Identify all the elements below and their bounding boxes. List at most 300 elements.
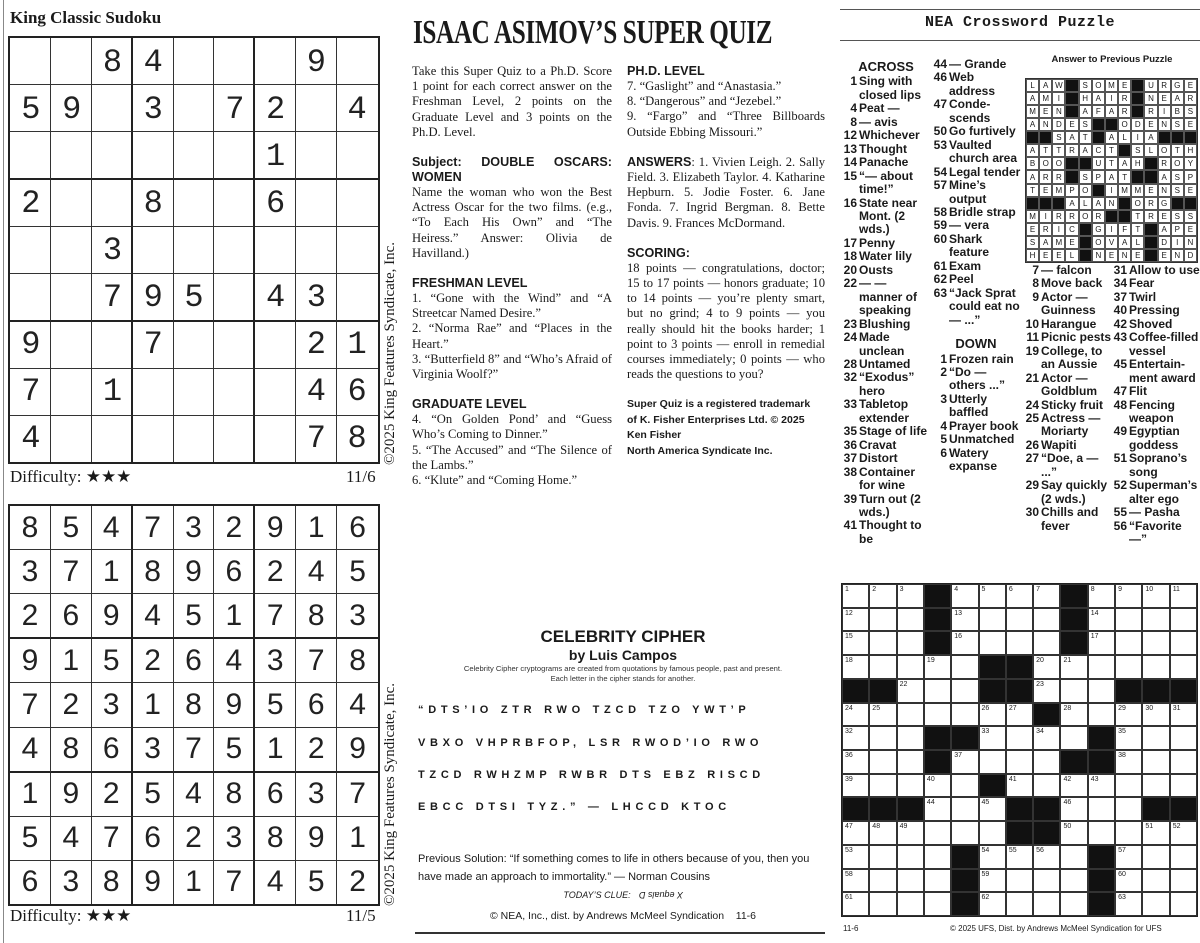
answer-cell: V (1105, 236, 1118, 249)
crossword-cell[interactable] (1142, 726, 1169, 750)
sudoku-cell: 7 (337, 773, 378, 817)
sudoku-cell: 5 (174, 594, 215, 639)
crossword-cell[interactable] (924, 892, 951, 916)
crossword-cell[interactable] (1033, 726, 1060, 750)
black-square (1118, 210, 1131, 223)
crossword-cell[interactable] (924, 774, 951, 798)
crossword-cell[interactable] (1115, 655, 1142, 679)
clue-item (930, 273, 1022, 286)
crossword-cell[interactable] (1060, 797, 1087, 821)
crossword-cell[interactable] (1088, 821, 1115, 845)
crossword-cell[interactable] (1006, 869, 1033, 893)
sudoku-cell: 2 (51, 683, 92, 727)
crossword-cell[interactable] (1115, 750, 1142, 774)
answer-cell: S (1171, 118, 1184, 131)
crossword-cell[interactable] (1170, 750, 1197, 774)
black-square (924, 631, 951, 655)
clue-column (1022, 264, 1112, 533)
crossword-cell[interactable] (1006, 608, 1033, 632)
clue-text: — avis (859, 114, 898, 129)
crossword-cell[interactable] (1170, 869, 1197, 893)
crossword-cell[interactable] (1088, 774, 1115, 798)
crossword-cell[interactable] (1060, 655, 1087, 679)
answer-cell: L (1131, 236, 1144, 249)
crossword-cell[interactable] (951, 631, 978, 655)
sudoku-cell: 8 (92, 861, 133, 904)
clue-text: — falcon (1041, 263, 1092, 277)
cell-number: 34 (1036, 728, 1044, 736)
answer-cell: R (1118, 105, 1131, 118)
answer-cell: A (1092, 92, 1105, 105)
crossword-cell[interactable] (951, 797, 978, 821)
crossword-cell[interactable] (1115, 797, 1142, 821)
crossword-cell[interactable] (1142, 774, 1169, 798)
clue-item (840, 116, 932, 129)
clue-item (930, 433, 1022, 446)
crossword-cell[interactable] (842, 726, 869, 750)
crossword-cell[interactable] (897, 631, 924, 655)
crossword-cell[interactable] (869, 821, 896, 845)
cipher-note-line: Each letter in the cipher stands for another. (550, 674, 696, 683)
sudoku-cell: 2 (133, 639, 174, 683)
crossword-cell[interactable] (1142, 892, 1169, 916)
clue-number: 30 (1025, 505, 1039, 520)
cell-number: 52 (1172, 823, 1181, 831)
black-square (1144, 157, 1157, 170)
answer-cell: N (1118, 249, 1131, 262)
crossword-cell[interactable] (869, 869, 896, 893)
crossword-cell[interactable] (924, 821, 951, 845)
crossword-cell[interactable] (924, 869, 951, 893)
crossword-cell[interactable] (1060, 774, 1087, 798)
crossword-cell[interactable] (1060, 892, 1087, 916)
crossword-cell[interactable] (1115, 845, 1142, 869)
answer-cell: O (1052, 157, 1065, 170)
crossword-cell[interactable] (897, 726, 924, 750)
scoring-heading: SCORING: (627, 245, 690, 260)
crossword-copyright: © 2025 UFS, Dist. by Andrews McMeel Syndication for UFS (950, 924, 1162, 933)
crossword-cell[interactable] (1060, 679, 1087, 703)
black-square (1144, 170, 1157, 183)
crossword-cell[interactable] (1006, 726, 1033, 750)
sudoku-cell: 3 (214, 817, 255, 861)
clue-text: Utterly baffled (949, 391, 989, 420)
crossword-cell[interactable] (1033, 655, 1060, 679)
crossword-cell[interactable] (1142, 869, 1169, 893)
clue-text: Pressing (1129, 303, 1180, 318)
crossword-cell[interactable] (1142, 703, 1169, 727)
clue-text: Shoved (1129, 316, 1173, 331)
clue-item (840, 102, 932, 115)
black-square (1105, 118, 1118, 131)
crossword-cell[interactable] (1060, 703, 1087, 727)
crossword-cell[interactable] (979, 608, 1006, 632)
cell-number: 2 (872, 586, 877, 593)
clue-item (840, 452, 932, 465)
cell-number: 20 (1036, 657, 1044, 665)
cipher-line: EBCC DTSI TYZ.” — LHCCD KTOC (418, 801, 731, 813)
cell-number: 55 (1008, 846, 1017, 854)
crossword-cell[interactable] (897, 584, 924, 608)
answer-cell: M (1118, 184, 1131, 197)
answer-cell: D (1131, 118, 1144, 131)
crossword-cell[interactable] (979, 869, 1006, 893)
black-square (1033, 821, 1060, 845)
crossword-cell[interactable] (979, 821, 1006, 845)
crossword-cell[interactable] (842, 631, 869, 655)
crossword-cell[interactable] (1170, 655, 1197, 679)
crossword-cell[interactable] (1033, 892, 1060, 916)
crossword-cell[interactable] (1142, 845, 1169, 869)
crossword-cell[interactable] (1115, 608, 1142, 632)
crossword-cell[interactable] (869, 631, 896, 655)
clue-text: — Grande (949, 57, 1007, 71)
crossword-cell[interactable] (869, 584, 896, 608)
crossword-cell[interactable] (979, 703, 1006, 727)
sudoku-cell: 8 (10, 506, 51, 550)
crossword-cell[interactable] (1115, 869, 1142, 893)
crossword-cell[interactable] (897, 774, 924, 798)
sudoku-row: 4 78 (21, 419, 389, 457)
cell-number: 30 (1145, 704, 1154, 712)
crossword-cell[interactable] (842, 655, 869, 679)
crossword-cell[interactable] (1006, 584, 1033, 608)
crossword-cell[interactable] (1170, 845, 1197, 869)
crossword-cell[interactable] (1033, 584, 1060, 608)
crossword-cell[interactable] (1033, 750, 1060, 774)
black-square (1079, 157, 1092, 170)
crossword-cell[interactable] (1170, 892, 1197, 916)
sudoku-cell: 8 (51, 728, 92, 773)
crossword-cell[interactable] (1088, 797, 1115, 821)
crossword-cell[interactable] (924, 655, 951, 679)
black-square (842, 679, 869, 703)
answer-cell: B (1026, 157, 1039, 170)
sudoku-cell: 1 (337, 817, 378, 861)
answer-cell: I (1052, 92, 1065, 105)
crossword-cell[interactable] (979, 584, 1006, 608)
cipher-byline: by Luis Campos (568, 647, 678, 663)
crossword-cell[interactable] (951, 679, 978, 703)
crossword-cell[interactable] (869, 845, 896, 869)
crossword-cell[interactable] (1088, 703, 1115, 727)
crossword-cell[interactable] (842, 750, 869, 774)
trademark-line: North America Syndicate Inc. (627, 444, 773, 457)
crossword-cell[interactable] (1142, 608, 1169, 632)
black-square (1039, 131, 1052, 144)
sudoku-cell: 2 (174, 817, 215, 861)
crossword-cell[interactable] (869, 892, 896, 916)
sudoku-cell: 2 (255, 550, 296, 594)
crossword-cell[interactable] (1006, 631, 1033, 655)
sudoku-cell: 7 (255, 594, 296, 639)
crossword-cell[interactable] (1006, 845, 1033, 869)
answer-cell: I (1171, 236, 1184, 249)
crossword-cell[interactable] (842, 703, 869, 727)
crossword-cell[interactable] (897, 869, 924, 893)
crossword-cell[interactable] (1060, 821, 1087, 845)
sudoku-cell: 1 (133, 683, 174, 727)
answer-cell: M (1131, 184, 1144, 197)
clue-item (930, 125, 1022, 138)
answer-cell: H (1079, 92, 1092, 105)
crossword-cell[interactable] (842, 774, 869, 798)
crossword-cell[interactable] (1142, 821, 1169, 845)
clue-number: 7 (1032, 263, 1039, 277)
answer-cell: C (1092, 144, 1105, 157)
crossword-cell[interactable] (1142, 655, 1169, 679)
clue-item (1110, 452, 1200, 479)
crossword-cell[interactable] (1142, 584, 1169, 608)
crossword-cell[interactable] (924, 797, 951, 821)
black-square (979, 679, 1006, 703)
cipher-copyright: © NEA, Inc., dist. by Andrews McMeel Syndication 11-6 (489, 910, 757, 922)
crossword-cell[interactable] (1006, 750, 1033, 774)
crossword-cell[interactable] (951, 655, 978, 679)
answer-cell: E (1131, 249, 1144, 262)
clue-number: 51 (1113, 451, 1127, 466)
crossword-cell[interactable] (897, 892, 924, 916)
black-square (869, 679, 896, 703)
crossword-cell[interactable] (1115, 774, 1142, 798)
clue-text: Cravat (859, 437, 897, 452)
clue-text: Flit (1129, 384, 1147, 399)
crossword-cell[interactable] (897, 750, 924, 774)
cell-number: 10 (1145, 586, 1154, 593)
crossword-cell[interactable] (1006, 774, 1033, 798)
previous-solution: Previous Solution: “If something comes to life in others because of you, then you have made an approach to immortality.” — Norman Cousins (418, 853, 810, 883)
black-square (1092, 131, 1105, 144)
black-square (924, 608, 951, 632)
crossword-cell[interactable] (842, 821, 869, 845)
crossword-cell[interactable] (979, 631, 1006, 655)
crossword-cell[interactable] (1115, 726, 1142, 750)
crossword-cell[interactable] (1006, 892, 1033, 916)
clue-number: 22 (843, 276, 857, 291)
black-square (1065, 157, 1078, 170)
crossword-cell[interactable] (869, 750, 896, 774)
crossword-cell[interactable] (1006, 703, 1033, 727)
crossword-cell[interactable] (1115, 821, 1142, 845)
crossword-cell[interactable] (979, 750, 1006, 774)
black-square (1065, 79, 1078, 92)
crossword-cell[interactable] (1170, 774, 1197, 798)
crossword-cell[interactable] (1033, 774, 1060, 798)
sudoku-row: 1 (21, 137, 389, 175)
sudoku-cell: 1 (255, 728, 296, 773)
crossword-cell[interactable] (951, 584, 978, 608)
crossword-cell[interactable] (1060, 726, 1087, 750)
crossword-cell[interactable] (869, 703, 896, 727)
crossword-cell[interactable] (951, 703, 978, 727)
crossword-cell[interactable] (869, 774, 896, 798)
crossword-cell[interactable] (842, 584, 869, 608)
crossword-cell[interactable] (869, 726, 896, 750)
crossword-cell[interactable] (869, 655, 896, 679)
clue-number: 49 (1113, 424, 1127, 439)
clue-text: — — manner of speaking (859, 276, 918, 318)
cell-number: 6 (1008, 586, 1013, 593)
crossword-cell[interactable] (897, 655, 924, 679)
cell-number: 3 (899, 586, 904, 593)
crossword-cell[interactable] (924, 703, 951, 727)
crossword-cell[interactable] (897, 703, 924, 727)
crossword-cell[interactable] (1170, 821, 1197, 845)
sudoku-cell: 9 (174, 550, 215, 594)
clue-number: 61 (933, 258, 947, 273)
sudoku-cell: 8 (174, 683, 215, 727)
clue-text: Egyptian goddess (1129, 424, 1180, 452)
crossword-cell[interactable] (897, 845, 924, 869)
crossword-cell[interactable] (1088, 631, 1115, 655)
answer-cell: S (1079, 118, 1092, 131)
sudoku-cell: 5 (296, 861, 337, 904)
clue-number: 46 (933, 70, 947, 85)
cell-number: 47 (845, 823, 853, 831)
crossword-cell[interactable] (1115, 703, 1142, 727)
answer-cell: L (1118, 131, 1131, 144)
clue-text: Stage of life (859, 424, 928, 439)
clue-number: 58 (933, 204, 947, 219)
divider (840, 9, 1200, 10)
crossword-cell[interactable] (842, 869, 869, 893)
crossword-cell[interactable] (951, 750, 978, 774)
crossword-cell[interactable] (1142, 750, 1169, 774)
clue-text: Sing with closed lips (859, 74, 922, 102)
clue-number: 47 (1113, 384, 1127, 399)
crossword-cell[interactable] (1088, 655, 1115, 679)
sudoku-copyright: ©2025 King Features Syndicate, Inc. (382, 682, 398, 906)
crossword-cell[interactable] (897, 821, 924, 845)
crossword-cell[interactable] (1115, 631, 1142, 655)
clue-item (1110, 425, 1200, 452)
clue-text: Exam (949, 258, 982, 273)
sudoku-cell: 8 (255, 817, 296, 861)
clue-column (1110, 264, 1200, 547)
clue-item (1110, 520, 1200, 547)
crossword-cell[interactable] (979, 845, 1006, 869)
crossword-cell[interactable] (1033, 679, 1060, 703)
crossword-cell[interactable] (1060, 869, 1087, 893)
crossword-cell[interactable] (979, 797, 1006, 821)
crossword-cell[interactable] (1088, 608, 1115, 632)
crossword-cell[interactable] (842, 892, 869, 916)
crossword-cell[interactable] (897, 608, 924, 632)
answer-cell: R (1158, 79, 1171, 92)
clue-text: State near Mont. (2 wds.) (859, 195, 918, 237)
black-square (1088, 845, 1115, 869)
crossword-cell[interactable] (924, 679, 951, 703)
black-square (1088, 750, 1115, 774)
clue-text: Blushing (859, 316, 911, 331)
sudoku-cell: 6 (10, 861, 51, 904)
clue-text: Panache (859, 155, 909, 170)
crossword-grid[interactable] (841, 583, 1198, 917)
clue-text: Legal tender (949, 164, 1021, 179)
crossword-cell[interactable] (1060, 845, 1087, 869)
cell-number: 60 (1118, 870, 1126, 878)
cell-number: 48 (872, 823, 881, 831)
clue-item (840, 129, 932, 142)
answer-cell: O (1171, 157, 1184, 170)
crossword-cell[interactable] (1088, 679, 1115, 703)
cell-number: 13 (954, 609, 963, 617)
sudoku-cell: 3 (133, 728, 174, 773)
crossword-cell[interactable] (924, 845, 951, 869)
clue-number: 36 (843, 437, 857, 452)
crossword-cell[interactable] (1115, 584, 1142, 608)
crossword-cell[interactable] (842, 845, 869, 869)
cell-number: 7 (1036, 586, 1041, 593)
clue-number: 19 (1025, 343, 1039, 358)
crossword-cell[interactable] (1033, 869, 1060, 893)
crossword-cell[interactable] (951, 774, 978, 798)
across-heading: ACROSS (858, 59, 914, 74)
answer-cell: A (1039, 79, 1052, 92)
crossword-cell[interactable] (897, 679, 924, 703)
trademark-line: Super Quiz is a registered trademark (627, 398, 811, 411)
crossword-cell[interactable] (1170, 631, 1197, 655)
black-square (1131, 170, 1144, 183)
clue-number: 11 (1026, 330, 1039, 345)
clue-number: 4 (850, 101, 857, 116)
crossword-cell[interactable] (1170, 584, 1197, 608)
clue-number: 40 (1113, 303, 1127, 318)
black-square (1144, 236, 1157, 249)
crossword-cell[interactable] (869, 608, 896, 632)
clue-item (840, 197, 932, 237)
crossword-cell[interactable] (1115, 892, 1142, 916)
crossword-cell[interactable] (1142, 631, 1169, 655)
answer-cell: R (1065, 210, 1078, 223)
cell-number: 39 (845, 775, 853, 783)
clue-text: Web address (949, 70, 996, 98)
crossword-cell[interactable] (842, 608, 869, 632)
crossword-cell[interactable] (1033, 608, 1060, 632)
crossword-cell[interactable] (1033, 845, 1060, 869)
crossword-cell[interactable] (1088, 584, 1115, 608)
answer-cell: T (1131, 223, 1144, 236)
clue-number: 54 (933, 164, 947, 179)
clue-item (930, 179, 1022, 206)
sudoku-cell: 3 (92, 683, 133, 727)
black-square (1131, 105, 1144, 118)
crossword-cell[interactable] (951, 821, 978, 845)
clue-item (930, 206, 1022, 219)
crossword-cell[interactable] (1170, 703, 1197, 727)
answer-cell: E (1184, 184, 1197, 197)
sudoku-date: 11/5 (346, 906, 376, 925)
crossword-cell[interactable] (979, 892, 1006, 916)
crossword-cell[interactable] (1170, 726, 1197, 750)
answer-cell: A (1158, 223, 1171, 236)
crossword-cell[interactable] (1033, 631, 1060, 655)
answer-cell: L (1026, 79, 1039, 92)
clue-text: “— about time!” (859, 168, 913, 197)
sudoku-cell: 6 (337, 506, 378, 550)
clue-item (1110, 264, 1200, 277)
answer-cell: F (1118, 223, 1131, 236)
clue-number: 34 (1113, 276, 1127, 291)
answer-cell: T (1131, 210, 1144, 223)
freshman-heading: FRESHMAN LEVEL (412, 276, 528, 291)
answer-cell: L (1065, 249, 1078, 262)
cell-number: 44 (926, 799, 935, 807)
crossword-cell[interactable] (979, 726, 1006, 750)
clue-text: Conde-scends (949, 97, 991, 125)
crossword-cell[interactable] (951, 608, 978, 632)
crossword-cell[interactable] (1170, 608, 1197, 632)
